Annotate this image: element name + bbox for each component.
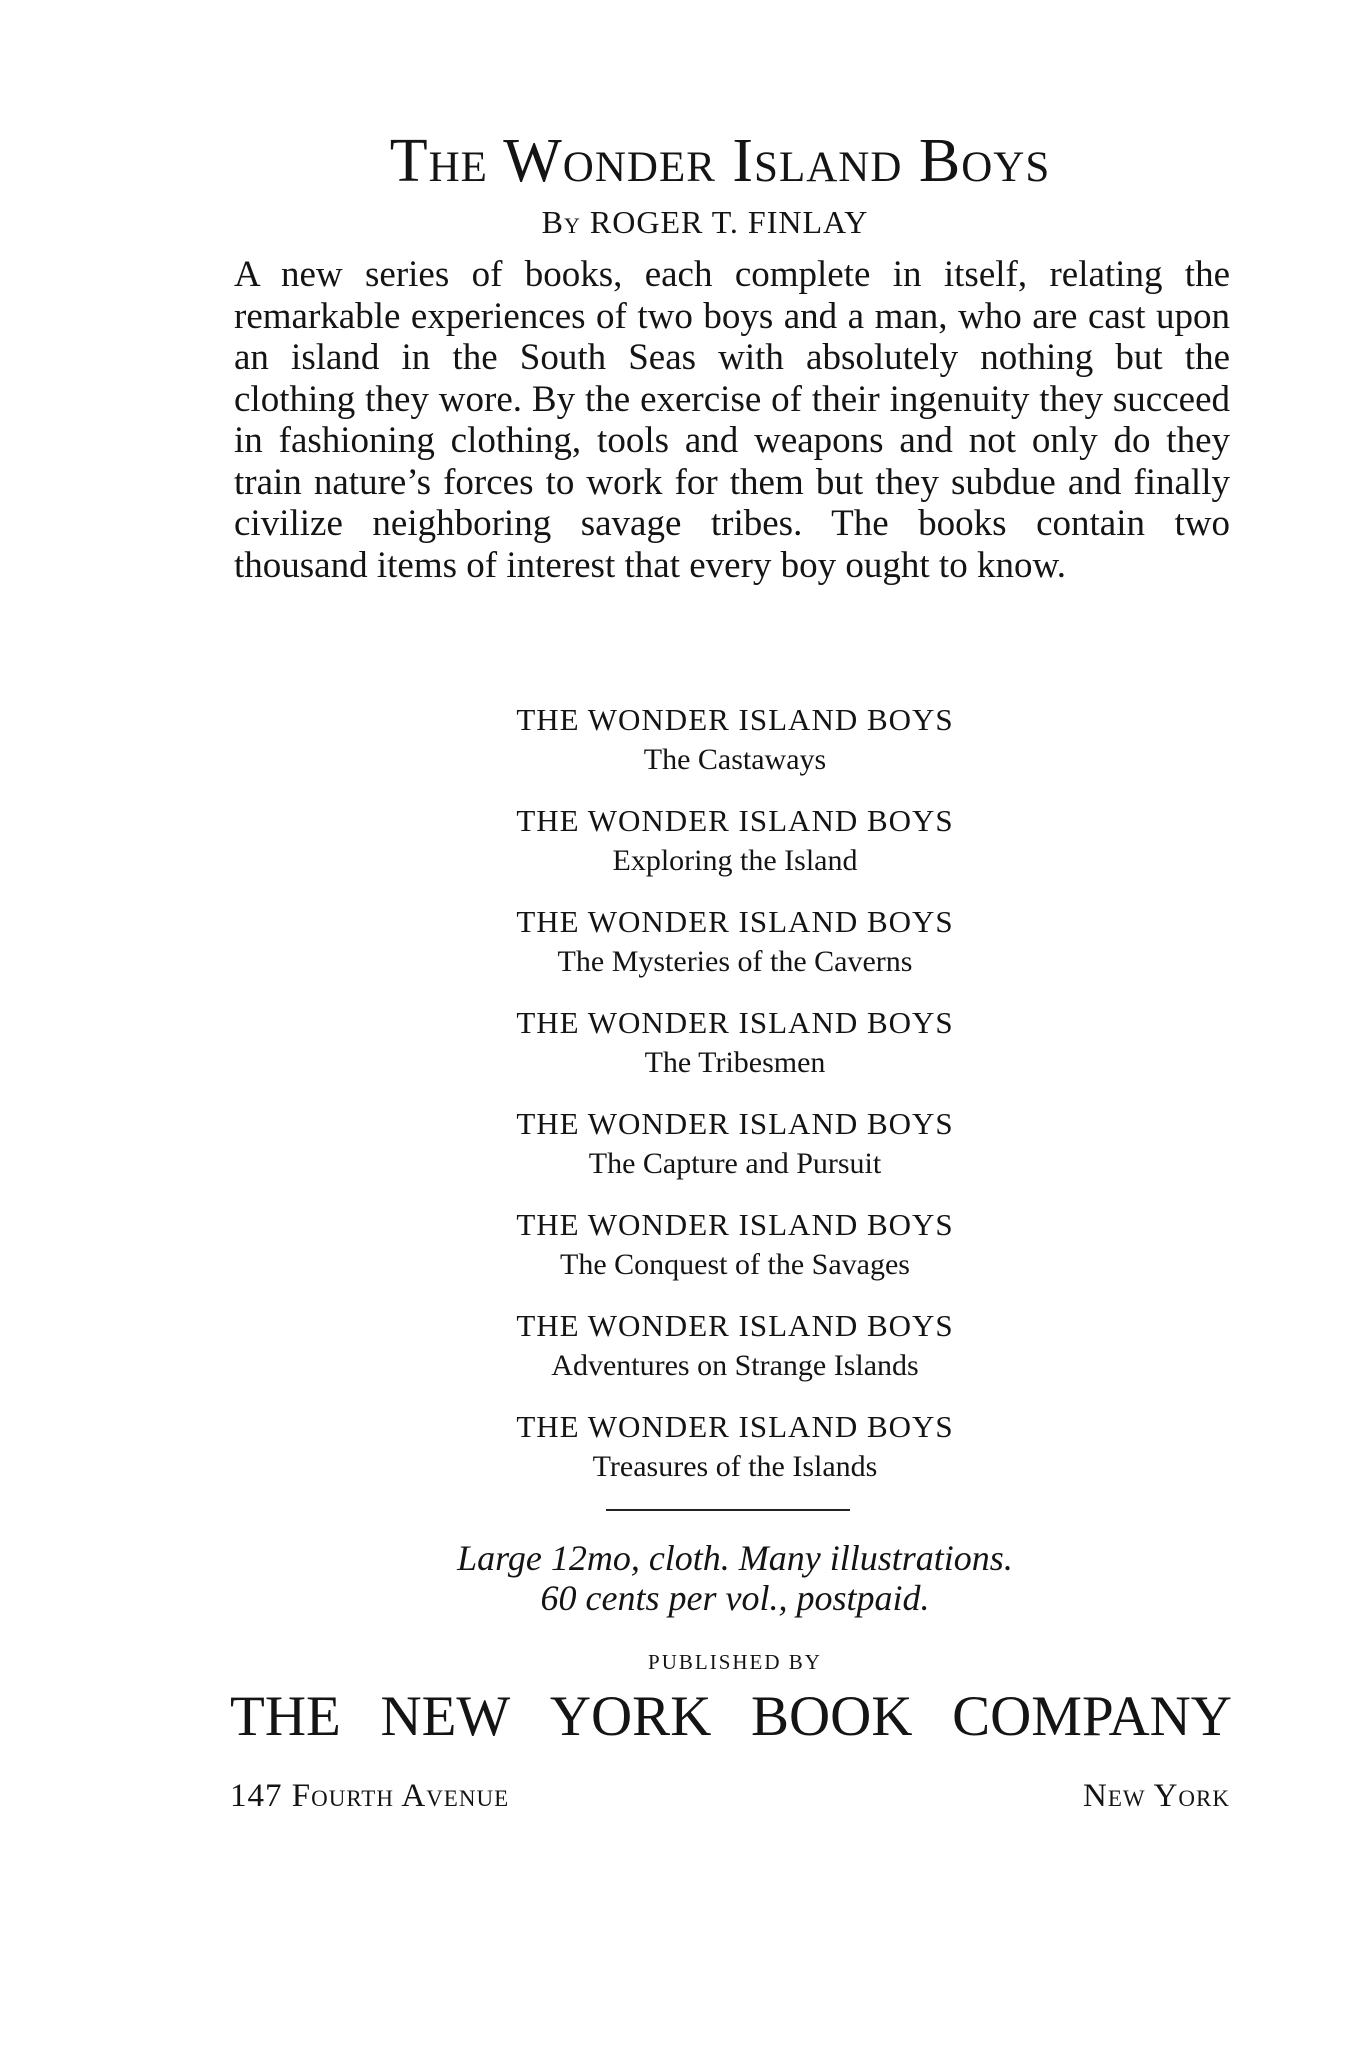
street-address: 147 Fourth Avenue bbox=[230, 1778, 510, 1814]
publisher-address bbox=[230, 1778, 1230, 1815]
publisher-name bbox=[230, 1685, 1232, 1748]
publisher-word: YORK bbox=[549, 1685, 712, 1748]
book-entry bbox=[120, 1003, 1350, 1104]
book-series: THE WONDER ISLAND BOYS bbox=[516, 702, 954, 737]
publisher-word: NEW bbox=[380, 1685, 511, 1748]
divider-rule bbox=[606, 1509, 850, 1511]
format-line: Large 12mo, cloth. Many illustrations. bbox=[457, 1538, 1013, 1578]
book-list bbox=[0, 700, 1350, 1508]
publisher-word: BOOK bbox=[750, 1685, 913, 1748]
book-entry bbox=[120, 1104, 1350, 1205]
book-entry bbox=[120, 1407, 1350, 1508]
book-series: THE WONDER ISLAND BOYS bbox=[516, 1409, 954, 1444]
book-entry bbox=[120, 902, 1350, 1003]
book-title: The Mysteries of the Caverns bbox=[557, 945, 913, 978]
series-description: A new series of books, each complete in itself, relating the remarkable experiences of two boys and a man, who are cast upon an island in the South Seas with absolutely nothing but the clothing they wore. By the exercise of their ingenuity they succeed in fashioning clothing, tools and weapons and not only do they train nature’s forces to work for them but they subdue and finally civilize neighboring savage tribes. The books contain two thousand items of interest that every boy ought to know. bbox=[234, 254, 1230, 586]
book-title: Exploring the Island bbox=[612, 844, 858, 877]
book-entry bbox=[120, 1205, 1350, 1306]
book-series: THE WONDER ISLAND BOYS bbox=[516, 1106, 954, 1141]
book-title: The Castaways bbox=[643, 743, 827, 776]
book-series: THE WONDER ISLAND BOYS bbox=[516, 803, 954, 838]
publisher-word: THE bbox=[230, 1685, 341, 1748]
publisher-word: COMPANY bbox=[952, 1685, 1232, 1748]
book-series: THE WONDER ISLAND BOYS bbox=[516, 1207, 954, 1242]
book-title: Adventures on Strange Islands bbox=[551, 1349, 919, 1382]
book-entry bbox=[120, 700, 1350, 801]
published-by-label: PUBLISHED BY bbox=[648, 1650, 822, 1674]
book-title: The Capture and Pursuit bbox=[588, 1147, 882, 1180]
price-info bbox=[0, 1538, 1350, 1618]
series-title: The Wonder Island Boys bbox=[389, 127, 1051, 195]
book-title: The Conquest of the Savages bbox=[560, 1248, 910, 1281]
book-series: THE WONDER ISLAND BOYS bbox=[516, 1308, 954, 1343]
author-byline: By ROGER T. FINLAY bbox=[541, 204, 869, 240]
book-entry bbox=[120, 1306, 1350, 1407]
book-title: The Tribesmen bbox=[644, 1046, 826, 1079]
city: New York bbox=[1082, 1778, 1230, 1814]
book-title: Treasures of the Islands bbox=[592, 1450, 878, 1483]
book-series: THE WONDER ISLAND BOYS bbox=[516, 1005, 954, 1040]
price-line: 60 cents per vol., postpaid. bbox=[540, 1578, 930, 1618]
book-series: THE WONDER ISLAND BOYS bbox=[516, 904, 954, 939]
book-entry bbox=[120, 801, 1350, 902]
